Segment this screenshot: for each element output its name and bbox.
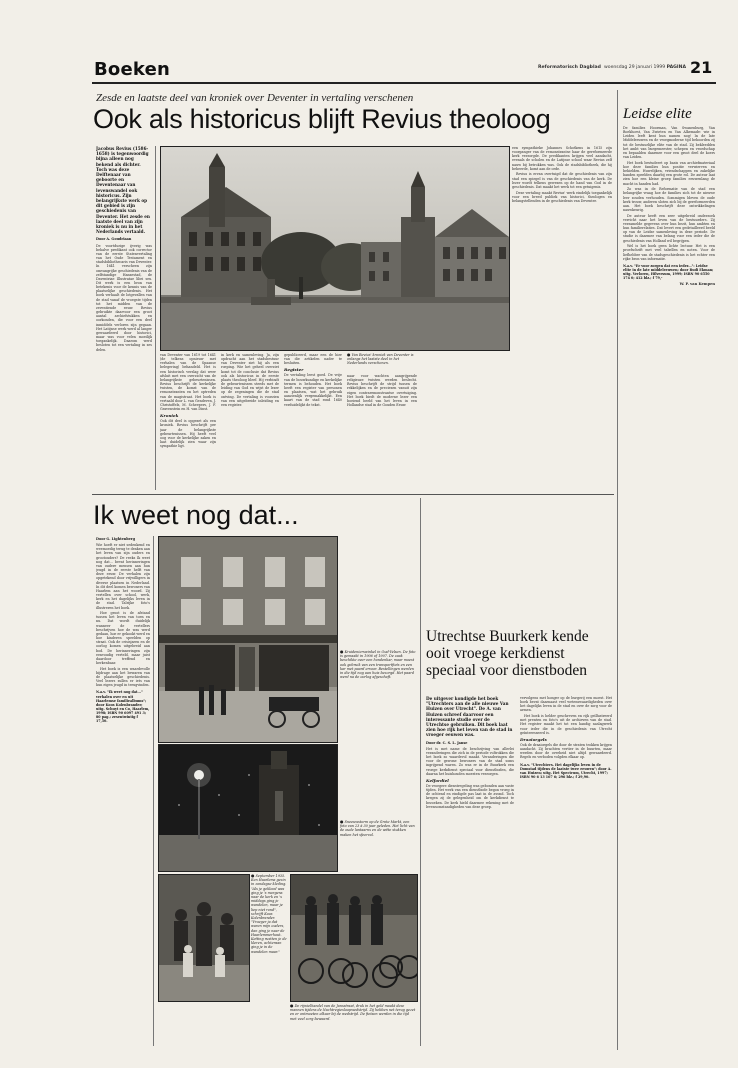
caption-bullet-icon: ● [340,649,344,654]
page-number: 21 [690,58,713,77]
lead-col1-text: De voortdurige ijverig was behalve predikant ook corrector van de eerste Statenvertaling van het Oude Testament en stadsbibliothecaris van Deventer. In 1641 verscheen zijn omvangrijke geschiedenis van de zelfstandige Hanzestad, de Daventriae Illustratae libri sex. Dit werk is een bron van betekenis voor de kennis van de plaatselijke geschiedenis. Het boek verhaalt de lotgevallen van de stad vanaf de vroegste tijden tot het midden van de zeventiende eeuw. Revius gebruikte daarvoor een groot aantal archiefstukken en oorkonden, die voor een deel inmiddels verloren zijn gegaan. Het Latijnse werk werd al langer gewaardeerd door historici, maar was voor velen moeilijk toegankelijk. Daarom werd besloten tot een vertaling in zes delen. [96,243,152,352]
lead-col4b-text: De vertaling leest goed. De vrije van de bouwkundige en kerkelijke termen is behouden. Het boek heeft een register van personen en plaatsen, wat het gebruik aanzienlijk vergemakkelijkt. Een kaart van de stad rond 1640 verduidelijkt de tekst. [284,373,342,407]
weet-col1-text: Wie hoeft er niet sedenkend en weemoedig terug te denken aan het leven van zijn ouders en grootouders? De reeks Ik weet nog dat... bevat herinneringen van oudere mensen aan hun jeugd in de eerste helft van deze eeuw. De verhalen zijn opgetekend door vrijwilligers in diverse plaatsen in Nederland. In dit deel komen bewoners van Haarlem aan het woord. Zij vertellen over school, werk, kerk en het dagelijks leven in de stad. Talrijke foto's illustreren het boek. [96,543,150,610]
weet-text-column [96,536,150,1046]
buurkerk-col2-subhead: Draaiorgels [520,736,547,742]
lead-photo-caption [347,353,417,366]
caption-bullet-icon: ● [290,1003,294,1008]
lead-photo-caption-text: Van Revius' kroniek van Deventer is onlangs het laatste deel in het Nederlands verschenen. [347,353,414,366]
sidebar-text-e: Wel is het boek geen lichte lectuur. Het is een proefschrift met veel tabellen en noten. Voor de liefhebber van de stadsgeschiedenis is het echter een rijke bron van informatie. [623,244,715,261]
weet-caption-2 [340,820,416,837]
weet-col1c-text: Het boek is een waardevolle bijdrage aan het bewaren van de plaatselijke geschiedenis. Veel lezers zullen er iets van hun eigen jeugd in terugvinden. [96,666,150,688]
weet-book-info: N.a.v. "Ik weet nog dat..." verhalen over en uit Haarlemse familiealbums"; door Koos Kolenbrander; uitg. Schuyt en Co, Haarlem, 1998; ISBN 90 6097 491 3; 80 pag.; zesentwintig f 17,50. [96,690,150,724]
sidebar-text-a: De families Hoorman, Van Swanenburg, Van Boekhorst, Van Zwieten en Van Alkemade: wie in Leiden leeft kent hun namen nog! In de late Middeleeuwen en de vroegmoderne tijd behoorden zij tot de bestuurlijke elite van de stad. Zij bekleedden het ambt van burgemeester, schepen en vroedschap en bepaalden daarmee voor een groot deel de koers van Leiden. [623,126,715,160]
lead-kicker: Zesde en laatste deel van kroniek over Deventer in vertaling verschenen [96,92,414,104]
lead-col6b-text: Revius is ervan overtuigd dat de geschiedenis van zijn stad een spiegel is van de geschiedenis van de kerk. De lezer wordt telkens gewezen op de hand van God in de geschiedenis. Dat maakt het werk tot een getuigenis. [512,172,612,189]
lead-intro: Jacobus Revius (1586-1658) is tegenwoordig bijna alleen nog bekend als dichter. Toch was deze Delftenaar van geboorte en Deventenaar van levenswandel ook historicus. Zijn belangrijkste werk op dit gebied is zijn geschiedenis van Deventer. Het zesde en laatste deel van zijn kroniek is nu in het Nederlands vertaald. [96,146,150,235]
sidebar-text-b: Het boek bestudeert op basis van archiefmateriaal hoe deze families hun positie verwierven en behielden. Huwelijken, vriendschappen en zakelijke banden speelden daarbij een grote rol. De auteur laat zien hoe een kleine groep families eeuwenlang de macht in handen had. [623,160,715,186]
buurkerk-col2-text: vervolgens met honger op de burgerij een moest. Het boek bevat daarnaast veel wetenswaardigheden over het dagelijks leven in de stad en over de zorg voor de armen. [520,696,612,713]
weet-photo-family [158,874,250,1002]
issue-date-text: woensdag 29 januari 1999 [604,65,666,70]
lead-col5-text: naar voor wachten aangrijpende religieuze twisten werden beslecht. Revius beschrijft de strijd tussen de rekkelijken en de preciezen vanuit zijn eigen contraremonstrantse overtuiging. Het boek biedt de moderne lezer een boeiend beeld van het leven in een Hollandse stad in de Gouden Eeuw. [347,374,417,408]
lead-photo-deventer [160,146,510,351]
weet-caption-1 [340,650,416,679]
section-divider [92,494,614,495]
sidebar-book-info: N.a.v. "Er voor zorgen dat een ieder...": Leidse elite in de late middeleeuwen; door Rudi Ekman; uitg. Verloren, Hilversum, 1999; ISBN 90 6550 174 0; 412 blz.; f 79,- [623,263,714,281]
caption-bullet-icon: ● [251,873,255,878]
weet-photo-snow [158,744,338,872]
lead-column-2 [160,353,216,490]
page-label: PAGINA [666,65,687,70]
lead-col4-text: gepubliceerd, maar een de hier van die artikelen nader te besluiten. [284,353,342,366]
lead-column-7 [512,146,612,490]
caption-bullet-icon: ● [347,352,351,357]
weet-col1b-text: Hoe groot is de afstand tussen het leven van toen en nu. Dat wordt duidelijk wanneer de vertellers beschrijven hoe de was werd gedaan, hoe er gekookt werd en hoe kinderen speelden op straat. Ook de crisisjaren en de oorlog komen uitgebreid aan bod. De herinneringen zijn eenvoudig verteld, maar juist daardoor treffend en herkenbaar. [96,611,150,666]
lead-column-4 [284,353,342,490]
lead-column-5 [347,374,417,490]
lead-col2b-text: Ook dit deel is opgezet als een kroniek. Revius beschrijft per jaar de belangrijkste gebeurtenissen. Hij heeft veel oog voor de kerkelijke zaken en laat duidelijk zien waar zijn sympathie ligt. [160,419,216,449]
page-header [92,58,716,82]
weet-caption-3-text: September 1935. Een Haarlems gezin in zondagse kleding. "Als je gekleed was ging je 's morgens naar de kerk en 's middags ging je wandelen, maar je liep niet rond", schrijft Koos Kolenbrander. "Vroeger ja dat waren mijn ouders, dan ging je naar de Haarlemmerhout. Ketting rustten je de kleren, achteraan ging je in de wandelen maar." [251,874,287,954]
buurkerk-col1-subhead: Kelfardiel [426,777,449,783]
lead-byline: Door A. Goudriaan [96,237,132,242]
lead-col4-subhead: Register [284,367,304,373]
sidebar-signature: W. P. van Kempen [679,282,715,287]
sidebar-headline: Leidse elite [623,106,692,122]
weet-caption-4-text: De rijwielhandel van de Jansstraat, druk in het geld maakt deze mannen tijdens de Nachtregiesloopwedstrijd. Zij hebben net terug gezet en er ontmoeten elkaar bij de wedstrijd. De fietsen werden in die tijd met veel zorg bewaard. [290,1004,416,1021]
lead-headline: Ook als historicus blijft Revius theoloog [93,104,551,134]
snow-market-illustration [159,745,337,871]
buurkerk-column-1 [426,696,514,1046]
weet-caption-1-text: Kruidenierswinkel in Oud-Velsen. De foto is gemaakt in 1906 of 1907. De zaak beschikte over een hondenkar, maar moest ook gebruik van een transportfiets en een kar met paard ervoor. Bestellingen werden in die tijd nog aan huis bezorgd. Het paard werd na de oorlog afgeschaft. [340,650,416,680]
bicycle-shop-illustration [291,875,417,1001]
sidebar-rule [617,90,618,1050]
caption-bullet-icon: ● [340,819,344,824]
buurkerk-col1b-text: De vroegere dienstregeling was gebonden aan vaste tijden. Het werk van een dienstbode begon vroeg in de ochtend en eindigde pas laat in de avond. Toch kregen zij de gelegenheid om de kerkdienst te bezoeken. De kerk hield daarmee rekening met de levensomstandigheden van deze groep. [426,783,514,809]
issue-date [604,65,686,70]
buurkerk-column-2 [520,696,612,1046]
buurkerk-lead: De uitgever kondigde het boek "Utrechters aan de alle nieuwe Van Huizen over Utrecht". De A. van Huizen schreef daarvoor een interessante studie over de Utrechtse gebruiken. Dit boek laat zien hoe rijk het leven van de stad in vroeger eeuwen was. [426,696,513,738]
sidebar-text-c: Zo was in de Reformatie van de stad een belangrijke vraag hoe de families zich tot de nieuwe leer zouden verhouden. Sommigen bleven de oude kerk trouw, anderen sloten zich bij de gereformeerden aan. Het boek beschrijft deze ontwikkelingen nauwkeurig. [623,187,715,212]
weet-caption-3 [251,874,287,954]
lead-col3-text: in kerk en samenleving. Ja, zijn opdracht aan het stadsbestuur van Deventer ziet hij als een roeping. Wie het geheel overziet komt tot de conclusie dat Revius ook als historicus in de eerste plaats theoloog bleef. Hij verbindt de gebeurtenissen steeds met de leiding van God en wijst de lezer op de zegeningen die de stad ontving. De vertaling is voorzien van een uitgebreide inleiding en een register. [221,353,279,407]
buurkerk-byline: Door dr. C. S. L. Janse [426,740,468,745]
section-title: Boeken [94,59,171,80]
weet-col-rule [153,536,154,1046]
lead-column-3 [221,353,279,490]
family-illustration [159,875,249,1001]
sidebar-text-d: De auteur heeft een zeer uitgebreid onderzoek verricht naar het leven van de bestuurders. Zij verzamelde gegevens over hun bezit, hun ambten en hun familierelaties. Dat levert een gedetailleerd beeld op van de Leidse samenleving in deze periode. De studie is daarmee van belang voor een ieder die de geschiedenis van Holland wil begrijpen. [623,213,715,243]
weet-caption-4 [290,1004,416,1021]
lead-col2-text: van Deventer van 1619 tot 1641 (de telkens opnieuw met verhalen van de Spaanse belegering) behandeld. Het is een historisch verslag dat weer afsluit met een overzicht van de belangrijkste gebeurtenissen. Revius beschrijft de kerkelijke twisten, de komst van de remonstranten en het optreden van de magistraat. Het boek is vertaald door L. van Gendeven, J. Christoffels, M. Scheepers, J. F. Gravenstein en H. van Dinst. [160,353,216,412]
lead-col-rule-1 [155,146,156,490]
buurkerk-col1-text: Het is met name de beschrijving van allerlei veranderingen die zich in de periode voltrokken die het boek zo waardevol maakt. Veranderingen die voor de gewone bewoners van de stad soms ingrijpend waren. Zo was er in de Buurkerk een vroege kerkdienst speciaal voor dienstboden, die daarna het huishouden moesten verzorgen. [426,746,514,776]
weet-photo-bicycles [290,874,418,1002]
header-rule [92,82,716,84]
lead-col6c-text: Deze vertaling maakt Revius' werk eindelijk toegankelijk voor een breed publiek van historici, theologen en belangstellenden in de geschiedenis van Deventer. [512,190,612,203]
shop-illustration [159,537,337,742]
weet-headline: Ik weet nog dat... [93,500,299,530]
lead-col6-text: een sympathieke Johannes Schotkens in 1615 zijn voorganger van de remonstrantse haar de gereformeerde kerk verzorgde. De predikanten krijgen veel aandacht, evenals de scholen en de Latijnse school waar Revius zelf nauw bij betrokken was. Ook de stadsbibliotheek, die hij beheerde, komt aan de orde. [512,146,612,171]
buurkerk-col2b-text: Het boek is helder geschreven en rijk geïllustreerd met prenten en foto's uit de archieven van de stad. Het register maakt het tot een handig naslagwerk voor ieder die in de geschiedenis van Utrecht geïnteresseerd is. [520,714,612,735]
lead-intro-column [96,146,152,490]
buurkerk-col2c-text: Ook de draaiorgels die door de straten trokken krijgen aandacht. Zij brachten vertier in de buurten, maar werden door de overheid niet altijd gewaardeerd. Regels en verboden volgden elkaar op. [520,742,612,760]
deventer-square-illustration [161,147,509,350]
buurkerk-book-info: N.a.v. "Utrechters. Het dagelijks leven in de Domstad tijdens de laatste twee eeuwen"; door A. van Huizen; uitg. Het Spectrum, Utrecht, 1997; ISBN 90 6 13 167 6; 296 blz.; f 29,90. [520,762,612,779]
paper-name: Reformatorisch Dagblad [538,65,601,70]
buurkerk-headline: Utrechtse Buurkerk kende ooit vroege kerkdienst speciaal voor dienstboden [426,628,589,679]
weet-photo-shop [158,536,338,743]
lead-col2-subhead: Kroniek [160,413,179,419]
sidebar-column [623,126,715,1050]
buurkerk-left-rule [420,498,421,1046]
weet-byline: Door G. Lightenberg [96,537,135,541]
weet-caption-2-text: Sneeuwstorm op de Grote Markt, een foto van 23 á 30 jaar geleden. Het licht van de oude lantaarns en de witte stukken maken het sfeervol. [340,820,415,837]
